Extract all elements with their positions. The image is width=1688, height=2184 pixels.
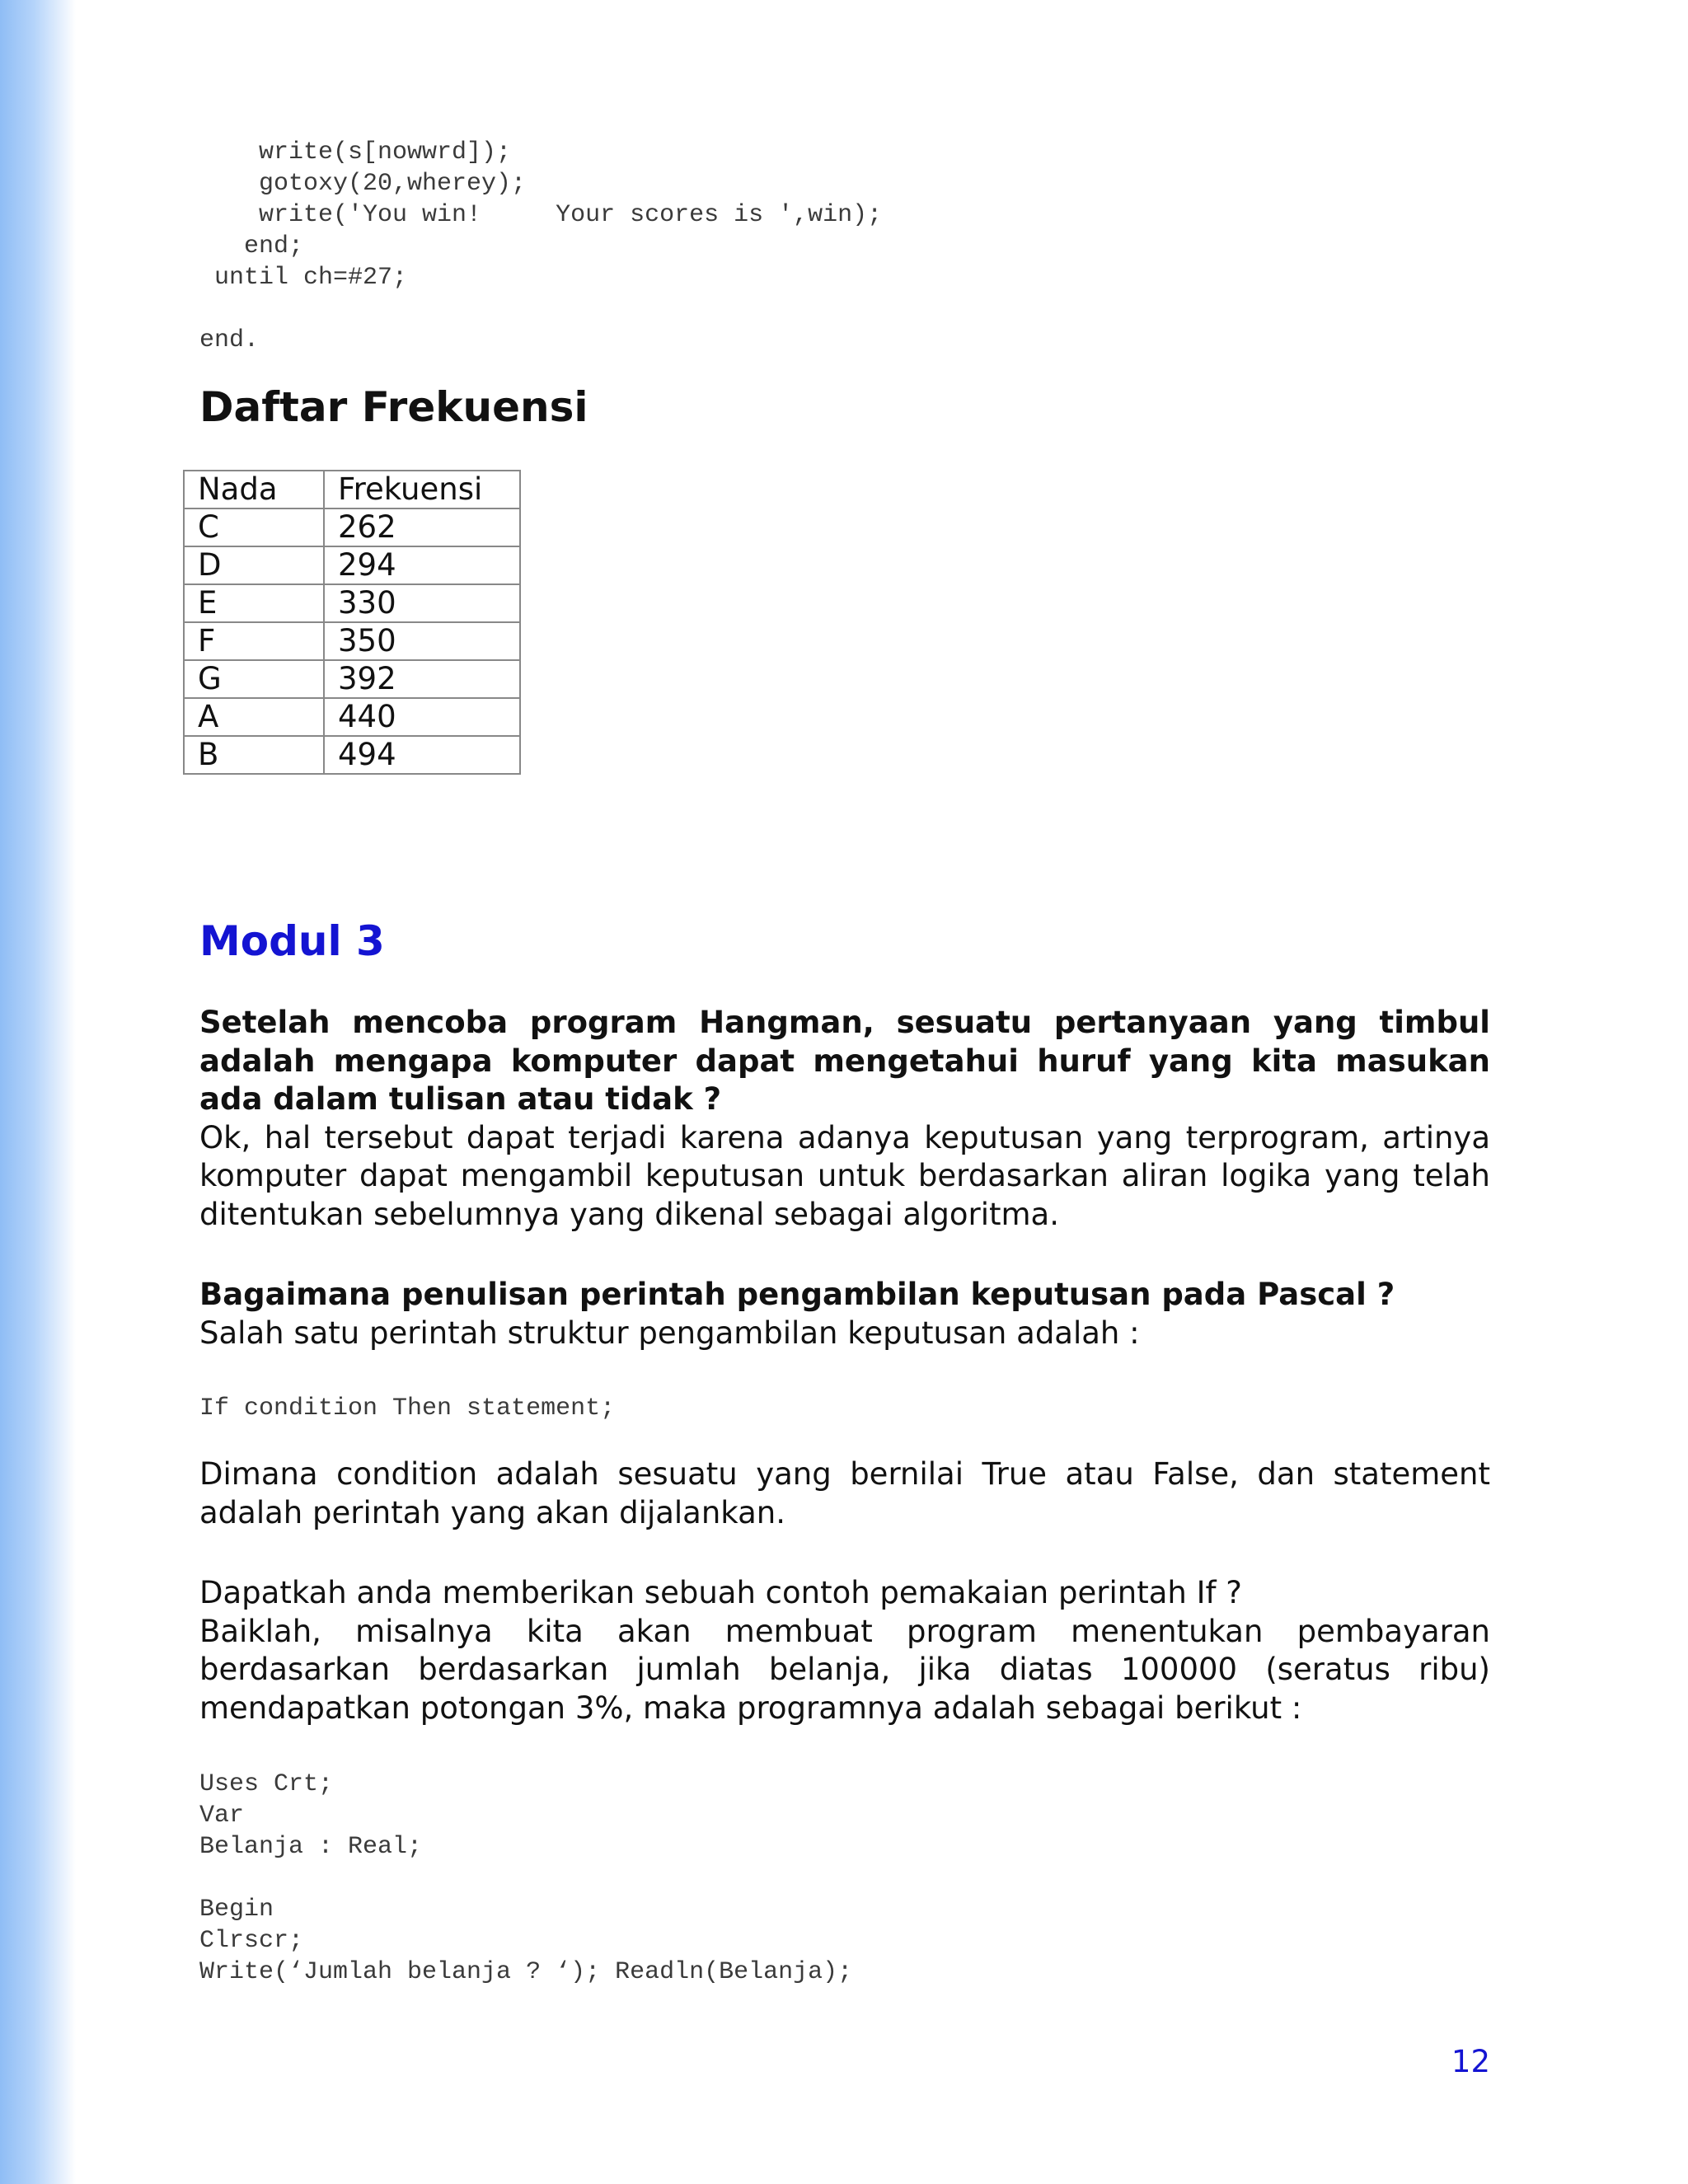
code-line: Var <box>199 1802 245 1830</box>
table-cell-note: B <box>184 736 324 774</box>
code-block-if <box>199 1393 615 1424</box>
table-row <box>184 736 520 774</box>
paragraph-intro <box>199 1004 1490 1234</box>
table-row <box>184 660 520 698</box>
table-header-cell: Nada <box>184 471 324 509</box>
paragraph-question: Setelah mencoba program Hangman, sesuatu pertanyaan yang timbul adalah mengapa komputer dapat mengetahui huruf yang kita masukan ada dalam tulisan atau tidak ? <box>199 1005 1490 1117</box>
paragraph-example <box>199 1574 1490 1727</box>
page-number: 12 <box>1451 2044 1490 2079</box>
table-cell-frequency: 494 <box>324 736 520 774</box>
code-line: until ch=#27; <box>199 264 408 292</box>
frequency-table <box>183 470 521 775</box>
table-cell-frequency: 330 <box>324 584 520 622</box>
paragraph-question: Dapatkah anda memberikan sebuah contoh pemakaian perintah If ? <box>199 1575 1242 1610</box>
table-cell-frequency: 350 <box>324 622 520 660</box>
table-cell-note: C <box>184 509 324 546</box>
table-row <box>184 584 520 622</box>
module-heading: Modul 3 <box>199 917 385 965</box>
code-line: Clrscr; <box>199 1927 304 1955</box>
table-cell-note: E <box>184 584 324 622</box>
paragraph-text: Dimana condition adalah sesuatu yang bernilai True atau False, dan statement adalah perintah yang akan dijalankan. <box>199 1456 1490 1530</box>
table-cell-frequency: 294 <box>324 546 520 584</box>
table-cell-note: D <box>184 546 324 584</box>
table-cell-frequency: 262 <box>324 509 520 546</box>
section-heading-frekuensi: Daftar Frekuensi <box>199 383 588 431</box>
code-line: end. <box>199 326 260 354</box>
code-line: Uses Crt; <box>199 1770 334 1798</box>
table-cell-frequency: 440 <box>324 698 520 736</box>
table-cell-note: F <box>184 622 324 660</box>
code-line: If condition Then statement; <box>199 1394 616 1422</box>
code-block-top <box>199 137 882 356</box>
paragraph-condition <box>199 1455 1490 1532</box>
code-line: Begin <box>199 1896 274 1924</box>
table-row <box>184 622 520 660</box>
code-line: write('You win! Your scores is ',win); <box>199 201 883 229</box>
code-line: write(s[nowwrd]); <box>199 138 512 166</box>
table-row <box>184 509 520 546</box>
table-row <box>184 698 520 736</box>
code-line: Write(‘Jumlah belanja ? ‘); Readln(Belanja); <box>199 1958 853 1986</box>
table-cell-frequency: 392 <box>324 660 520 698</box>
page-side-gradient <box>0 0 76 2184</box>
paragraph-question: Bagaimana penulisan perintah pengambilan keputusan pada Pascal ? <box>199 1277 1395 1312</box>
table-cell-note: A <box>184 698 324 736</box>
paragraph-answer: Baiklah, misalnya kita akan membuat program menentukan pembayaran berdasarkan berdasarkan jumlah belanja, jika diatas 100000 (seratus ribu) mendapatkan potongan 3%, maka programnya adalah sebagai berikut : <box>199 1613 1490 1726</box>
code-line: end; <box>199 232 304 260</box>
paragraph-answer: Salah satu perintah struktur pengambilan keputusan adalah : <box>199 1315 1140 1351</box>
paragraph-answer: Ok, hal tersebut dapat terjadi karena adanya keputusan yang terprogram, artinya komputer dapat mengambil keputusan untuk berdasarkan aliran logika yang telah ditentukan sebelumnya yang dikenal sebagai algoritma. <box>199 1119 1490 1232</box>
code-line: gotoxy(20,wherey); <box>199 170 527 198</box>
code-line: Belanja : Real; <box>199 1833 423 1861</box>
table-header-cell: Frekuensi <box>324 471 520 509</box>
table-cell-note: G <box>184 660 324 698</box>
table-row <box>184 546 520 584</box>
table-header-row <box>184 471 520 509</box>
paragraph-pascal-if <box>199 1276 1490 1352</box>
code-block-bottom <box>199 1769 852 1988</box>
